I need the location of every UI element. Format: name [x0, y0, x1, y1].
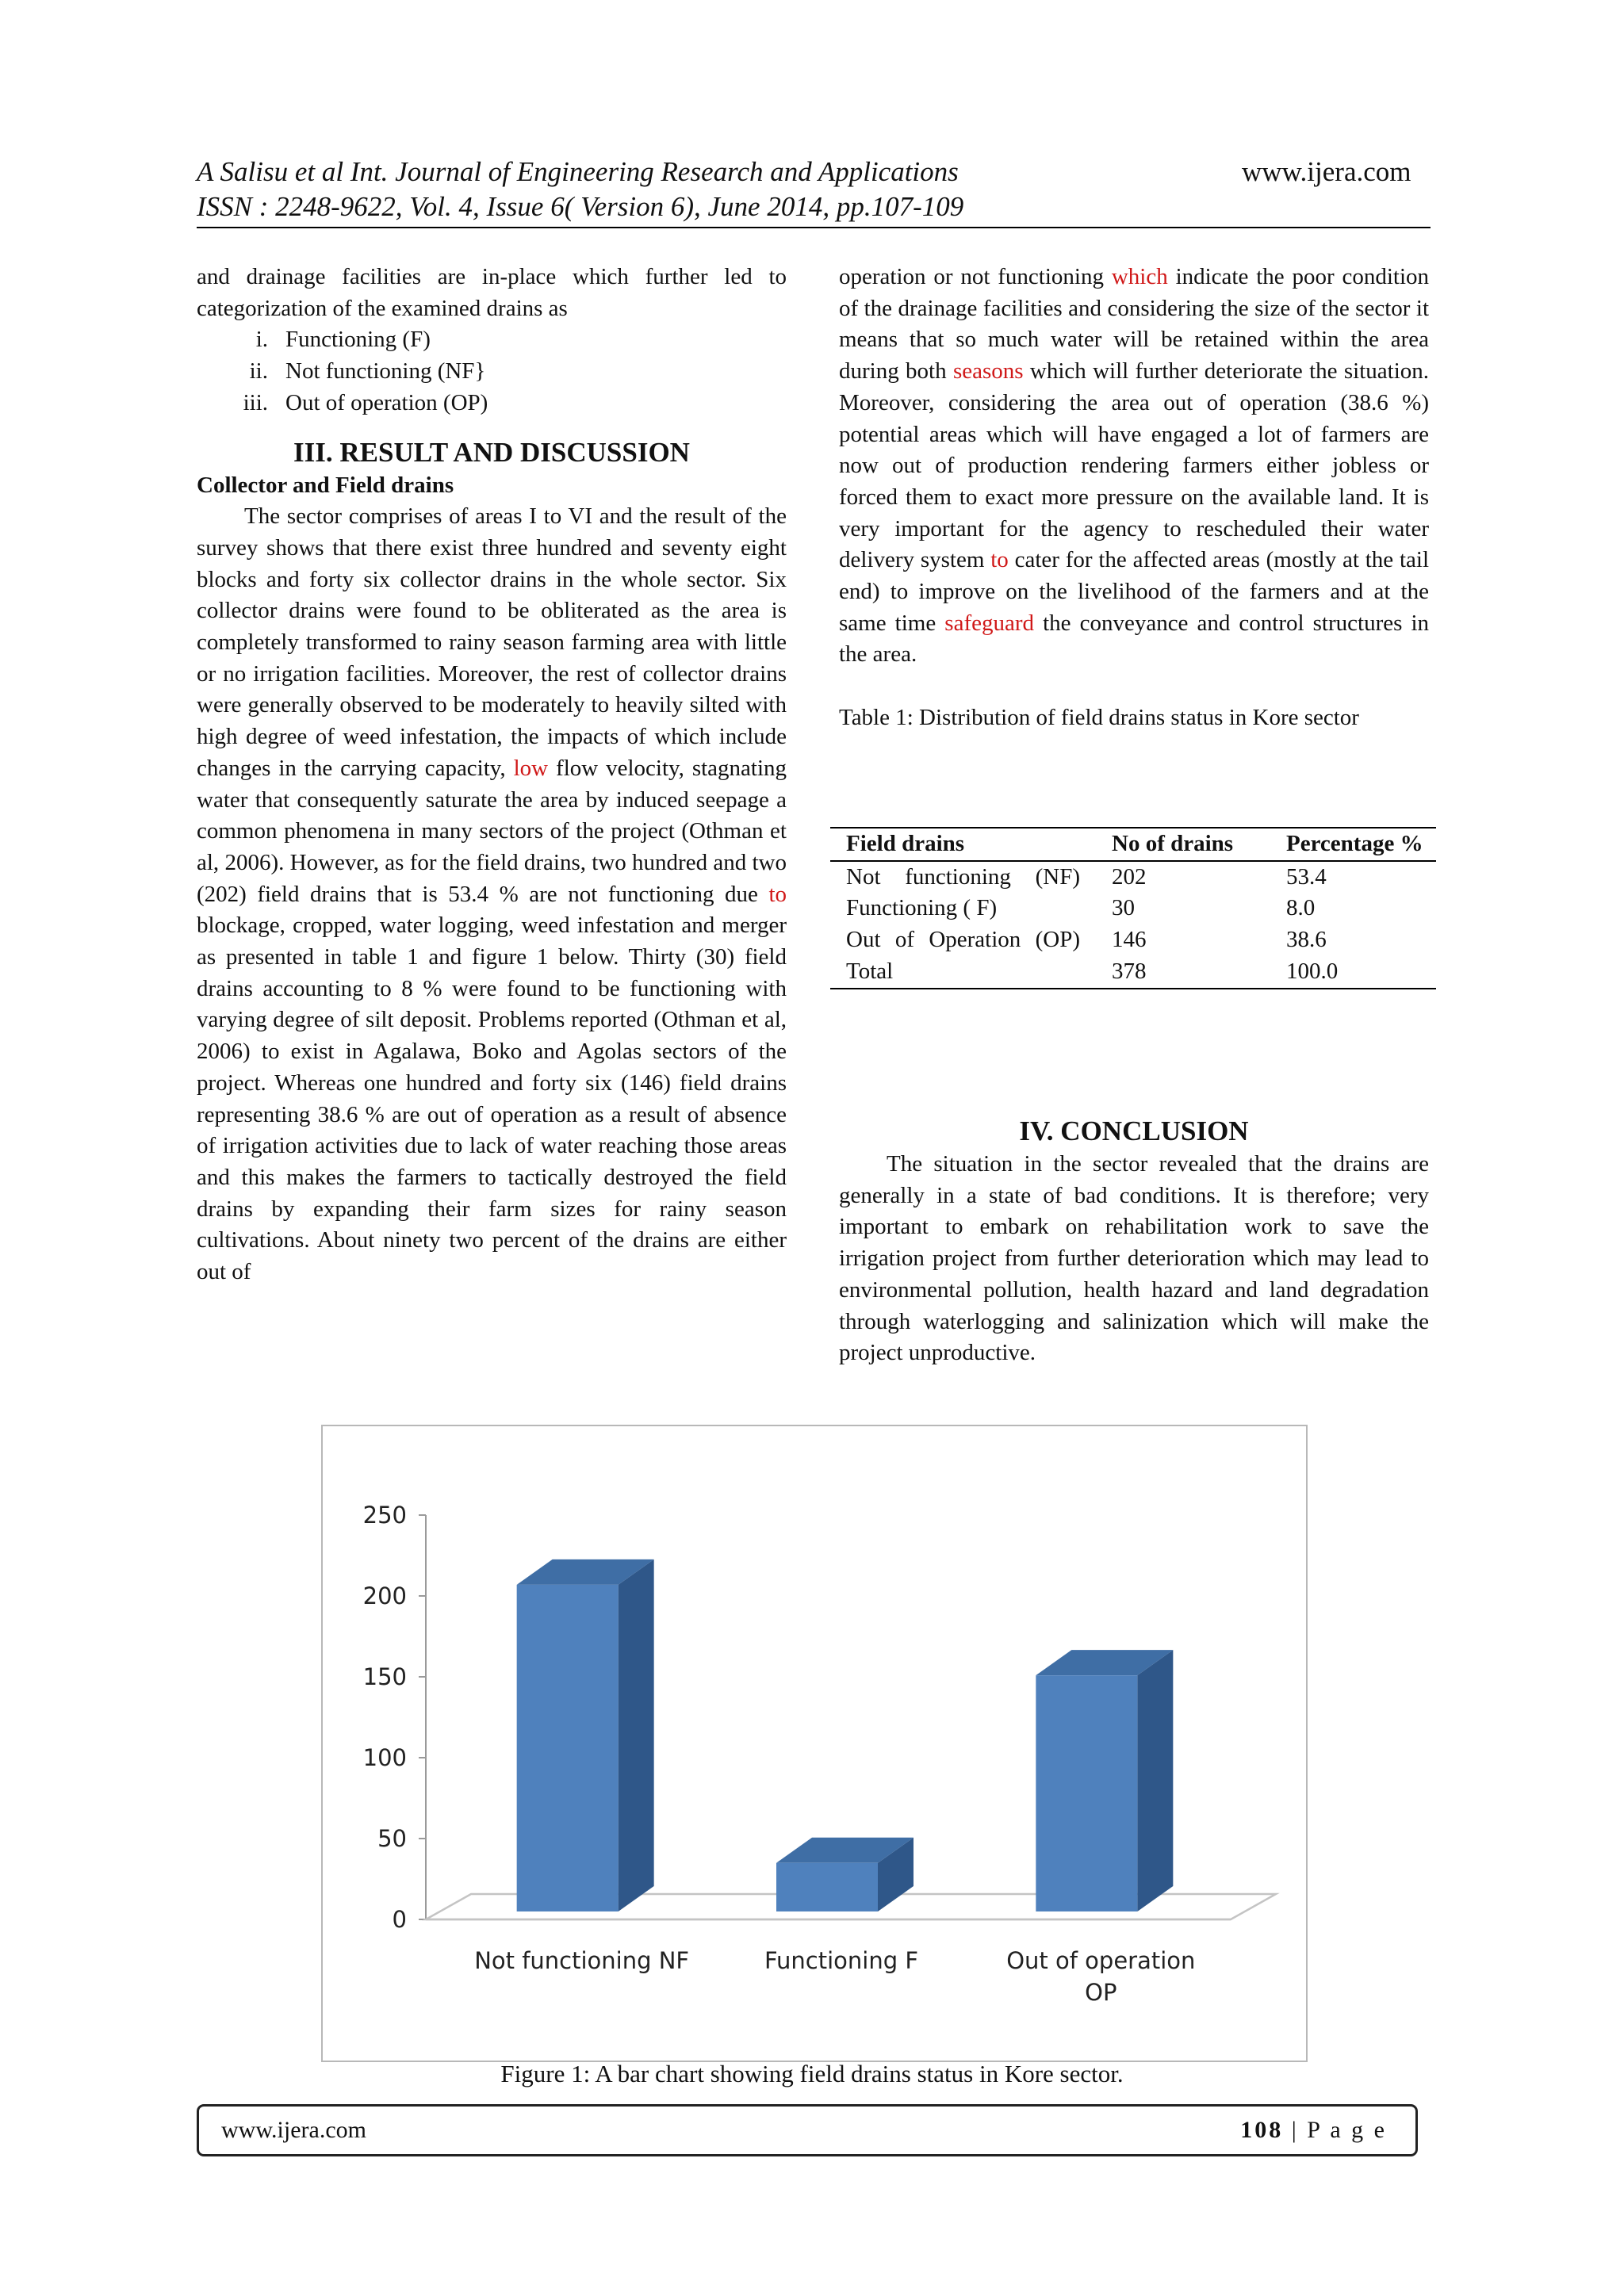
bar-side: [1137, 1650, 1173, 1911]
table-header-cell: Field drains: [830, 828, 1096, 861]
header-rule: [197, 227, 1431, 228]
figure-caption: Figure 1: A bar chart showing field drains status in Kore sector.: [500, 2060, 1124, 2087]
table-cell: 8.0: [1286, 895, 1316, 921]
running-header-journal: A Salisu et al Int. Journal of Engineering Research and Applications: [197, 156, 959, 187]
x-tick-label: Functioning F: [764, 1947, 919, 1974]
list-item: iii. Out of operation (OP): [243, 389, 488, 415]
table-header-cell: Percentage %: [1270, 828, 1436, 861]
right-column: [839, 262, 1429, 734]
list-item: i. Functioning (F): [255, 327, 431, 353]
footer-page: [1240, 2107, 1387, 2154]
results-paragraph: The sector comprises of areas I to VI and the result of the survey shows that there exist three hundred and seventy eight blocks and forty six collector drains in the whole sector. Six collector drains were found to be obliterated as the area is completely transformed to rainy season farming area with little or no irrigation facilities. Moreover, the rest of collector drains were generally observed to be moderately to heavily silted with high degree of weed infestation, the impacts of which include changes in the carrying capacity, low flow velocity, stagnating water that consequently saturate the area by induced seepage a common phenomena in many sectors of the project (Othman et al, 2006). However, as for the field drains, two hundred and two (202) field drains that is 53.4 % are not functioning due to blockage, cropped, water logging, weed infestation and merger as presented in table 1 and figure 1 below. Thirty (30) field drains accounting to 8 % were found to be functioning with varying degree of silt deposit. Problems reported (Othman et al, 2006) to exist in Agalawa, Boko and Agolas sectors of the project. Whereas one hundred and forty six (146) field drains representing 38.6 % are out of operation as a result of absence of irrigation activities due to lack of water reaching those areas and this makes the farmers to tactically destroyed the field drains by expanding their farm sizes for rainy season cultivations. About ninety two percent of the drains are either out of: [197, 503, 787, 1285]
page-number: 108: [1240, 2117, 1284, 2143]
y-tick-label: 250: [362, 1502, 407, 1529]
bar-chart: [323, 1426, 1306, 2061]
y-tick-label: 100: [362, 1744, 407, 1771]
discussion-paragraph: operation or not functioning which indicate the poor condition of the drainage facilities and considering the size of the sector it means that so much water will be retained within the area during both seasons which will further deteriorate the situation. Moreover, considering the area out of operation (38.6 %) potential areas which will have engaged a lot of farmers are now out of production rendering farmers either jobless or forced them to exact more pressure on the available land. It is very important for the agency to rescheduled their water delivery system to cater for the affected areas (mostly at the tail end) to improve on the livelihood of the farmers and at the same time safeguard the conveyance and control structures in the area.: [839, 264, 1430, 668]
y-tick-label: 0: [392, 1906, 407, 1933]
x-tick-label: Not functioning NF: [474, 1947, 690, 1974]
running-header-url: www.ijera.com: [1242, 156, 1411, 187]
section-heading-results: III. RESULT AND DISCUSSION: [293, 436, 690, 468]
y-tick-label: 150: [362, 1663, 407, 1690]
left-column: [197, 262, 787, 1288]
bar: [1036, 1675, 1137, 1911]
y-tick-label: 50: [377, 1825, 407, 1852]
page-label: | P a g e: [1283, 2117, 1387, 2143]
table-cell: Not functioning (NF): [846, 863, 1080, 890]
category-list: [197, 324, 787, 419]
section-heading-conclusion: IV. CONCLUSION: [1019, 1115, 1249, 1146]
table-caption: Table 1: Distribution of field drains status in Kore sector: [839, 705, 1359, 731]
subheading-collector: Collector and Field drains: [197, 472, 454, 498]
table-header-row: [830, 828, 1436, 861]
table-row: [830, 893, 1436, 924]
drains-table: [830, 827, 1436, 989]
table-cell: Functioning ( F): [846, 895, 998, 921]
table-row: [830, 956, 1436, 989]
table-header-cell: No of drains: [1096, 828, 1270, 861]
table-row: [830, 861, 1436, 894]
y-tick-label: 200: [362, 1582, 407, 1609]
bar: [517, 1585, 619, 1911]
table-cell: Total: [830, 956, 1096, 989]
figure-frame: [321, 1425, 1308, 2062]
list-item: ii. Not functioning (NF}: [249, 358, 486, 385]
page-footer: [197, 2104, 1418, 2156]
table-cell: 146: [1112, 927, 1147, 953]
x-tick-label: OP: [1085, 1979, 1117, 2006]
x-tick-label: Out of operation: [1006, 1947, 1196, 1974]
table-cell: 100.0: [1270, 956, 1436, 989]
table-row: [830, 924, 1436, 956]
bar-side: [619, 1559, 654, 1911]
bar: [776, 1863, 878, 1911]
footer-url: www.ijera.com: [221, 2117, 366, 2143]
table-cell: Out of Operation (OP): [846, 927, 1080, 953]
intro-paragraph: and drainage facilities are in-place which further led to categorization of the examined drains as: [197, 264, 787, 321]
table-cell: 202: [1112, 863, 1147, 890]
conclusion-block: [839, 1114, 1429, 1369]
table-cell: 30: [1112, 895, 1135, 921]
table-cell: 53.4: [1286, 863, 1327, 890]
table-cell: 378: [1096, 956, 1270, 989]
table-cell: 38.6: [1286, 927, 1327, 953]
conclusion-paragraph: The situation in the sector revealed that the drains are generally in a state of bad conditions. It is therefore; very important to embark on rehabilitation work to save the irrigation project from further deterioration which may lead to environmental pollution, health hazard and land degradation through waterlogging and salinization which will make the project unproductive.: [839, 1151, 1429, 1366]
running-header-issn: ISSN : 2248-9622, Vol. 4, Issue 6( Version 6), June 2014, pp.107-109: [197, 191, 964, 222]
